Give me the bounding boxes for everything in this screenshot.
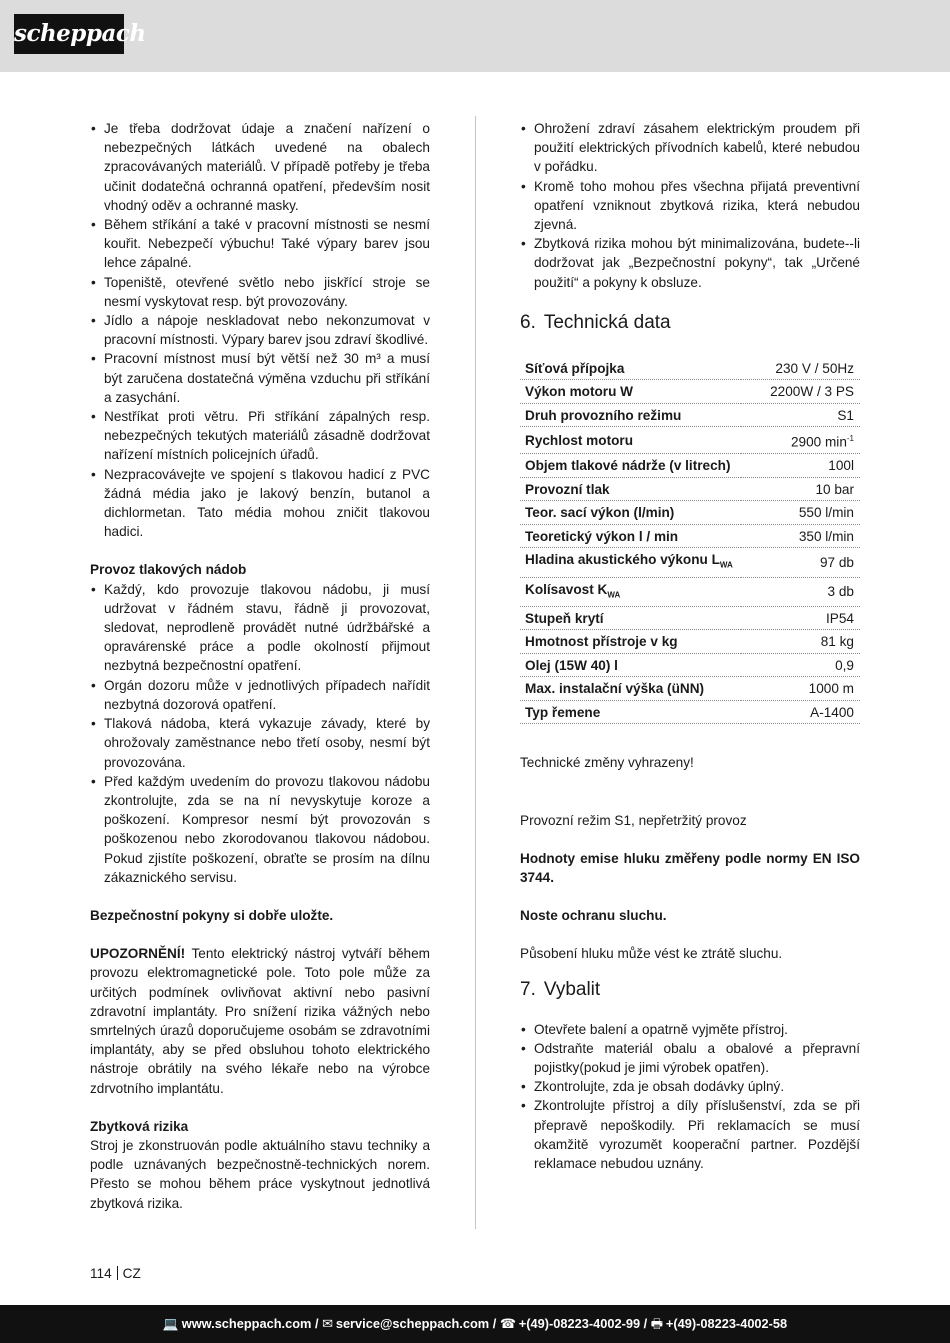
scheppach-logo: scheppach <box>14 14 124 54</box>
spec-value: 10 bar <box>741 477 860 501</box>
right-column <box>520 119 860 1173</box>
residual-risks-heading: Zbytková rizika <box>90 1118 189 1134</box>
table-row <box>520 380 860 404</box>
ear-protection-note: Noste ochranu sluchu. <box>520 908 667 924</box>
spec-value: 350 l/min <box>741 524 860 548</box>
table-row <box>520 653 860 677</box>
spec-label: Olej (15W 40) l <box>520 653 741 677</box>
table-row <box>520 524 860 548</box>
table-row <box>520 577 860 606</box>
footer-website: www.scheppach.com <box>181 1316 312 1331</box>
spec-label: Provozní tlak <box>520 477 741 501</box>
spec-label: Max. instalační výška (üNN) <box>520 677 741 701</box>
table-row <box>520 403 860 427</box>
technical-data-table <box>520 357 860 724</box>
spec-value: 0,9 <box>741 653 860 677</box>
page-language: CZ <box>122 1266 141 1281</box>
warning-label: UPOZORNĚNÍ! <box>90 946 186 962</box>
pressure-vessel-heading: Provoz tlakových nádob <box>90 562 247 578</box>
keep-instructions-note: Bezpečnostní pokyny si dobře uložte. <box>90 907 334 923</box>
list-item: • Před každým uvedením do provozu tlakovou nádobu zkontrolujte, zda se na ní nevyskytuje koroze a poškození. Kompresor nesmí být provozován s poškozenou nebo zkorodovanou tlakovou nádobou. Pokud zjistíte poškození, obraťte se prosím na dílnu zákaznického servisu. <box>90 772 430 887</box>
spec-value: 1000 m <box>741 677 860 701</box>
spec-label: Teoretický výkon l / min <box>520 524 741 548</box>
spec-label: Objem tlakové nádrže (v litrech) <box>520 454 741 478</box>
spec-value: A-1400 <box>741 700 860 724</box>
warning-paragraph <box>90 944 430 1098</box>
section-6-heading: 6. Technická data <box>520 311 671 333</box>
section-7-heading: 7. Vybalit <box>520 978 601 1000</box>
unpack-list <box>520 1020 860 1174</box>
table-row <box>520 606 860 630</box>
footer-phone: +(49)-08223-4002-99 <box>518 1316 641 1331</box>
spec-label: Typ řemene <box>520 700 741 724</box>
list-item: • Otevřete balení a opatrně vyjměte přístroj. <box>520 1020 860 1039</box>
table-row <box>520 454 860 478</box>
table-row <box>520 700 860 724</box>
list-item: • Kromě toho mohou přes všechna přijatá preventivní opatření vzniknout zbytková rizika, která nebudou zjevná. <box>520 177 860 235</box>
spec-value: IP54 <box>741 606 860 630</box>
left-column <box>90 119 430 1213</box>
spec-value: 2200W / 3 PS <box>741 380 860 404</box>
table-row <box>520 630 860 654</box>
footer-fax: +(49)-08223-4002-58 <box>665 1316 788 1331</box>
list-item: • Orgán dozoru může v jednotlivých případech nařídit nezbytná dozorová opatření. <box>90 676 430 714</box>
spec-value: 550 l/min <box>741 501 860 525</box>
residual-risks-text: Stroj je zkonstruován podle aktuálního stavu techniky a podle uznávaných bezpečnostně-technických norem. Přesto se mohou během práce vyskytnout jednotlivá zbytková rizika. <box>90 1137 430 1211</box>
list-item: • Pracovní místnost musí být větší než 30 m³ a musí být zaručena dostatečná výměna vzduchu při stříkání a zasychání. <box>90 349 430 407</box>
table-row <box>520 427 860 454</box>
spec-label: Hmotnost přístroje v kg <box>520 630 741 654</box>
spec-label: Druh provozního režimu <box>520 403 741 427</box>
spec-label: Kolísavost $K_{WA}$ <box>520 577 741 606</box>
spec-value: 3 db <box>741 577 860 606</box>
page-header <box>0 0 950 72</box>
footer-email: service@scheppach.com <box>335 1316 490 1331</box>
list-item: • Je třeba dodržovat údaje a značení nařízení o nebezpečných látkách uvedené na obalech zpracovávaných materiálů. V případě potřeby je třeba učinit dodatečná ochranná opatření, především nosit vhodný oděv a ochranné masky. <box>90 119 430 215</box>
list-item: • Zkontrolujte přístroj a díly příslušenství, zda se při přepravě nepoškodily. Při reklamacích se musí okamžitě vyrozumět kooperační partner. Pozdější reklamace nebudou uznány. <box>520 1096 860 1173</box>
spec-value: 81 kg <box>741 630 860 654</box>
list-item: • Zbytková rizika mohou být minimalizována, budete--li dodržovat jak „Bezpečnostní pokyny“, tak „Určené použití“ a pokyny k obsluze. <box>520 234 860 292</box>
residual-risk-list <box>520 119 860 292</box>
phone-icon: ☎ <box>499 1316 516 1331</box>
spec-label: Rychlost motoru <box>520 427 741 454</box>
spec-label: Teor. sací výkon (l/min) <box>520 501 741 525</box>
table-row <box>520 501 860 525</box>
list-item: • Každý, kdo provozuje tlakovou nádobu, ji musí udržovat v řádném stavu, řádně ji provozovat, sledovat, neprodleně provádět nutné údržbářské a opravárenské práce a podle okolností přijmout nezbytná bezpečnostní opatření. <box>90 580 430 676</box>
spec-value: 2900 $\min^{-1}$ <box>741 427 860 454</box>
column-divider <box>475 116 476 1229</box>
list-item: • Během stříkání a také v pracovní místnosti se nesmí kouřit. Nebezpečí výbuchu! Také výpary barev jsou lehce zápalné. <box>90 215 430 273</box>
spec-label: Síťová přípojka <box>520 357 741 380</box>
page-number-block <box>90 1266 141 1281</box>
page-footer: 💻 www.scheppach.com / ✉ service@scheppach.com / ☎ +(49)-08223-4002-99 / 🖶 +(49)-08223-4002-58 <box>0 1305 950 1343</box>
spec-label: Stupeň krytí <box>520 606 741 630</box>
envelope-icon: ✉ <box>322 1316 333 1331</box>
spec-value: 230 V / 50Hz <box>741 357 860 380</box>
list-item: • Nezpracovávejte ve spojení s tlakovou hadicí z PVC žádná média jako je lakový benzín, butanol a dichlormetan. Tato média mohou zničit tlakovou hadici. <box>90 465 430 542</box>
noise-values-note: Hodnoty emise hluku změřeny podle normy EN ISO 3744. <box>520 850 860 885</box>
spec-value: 100l <box>741 454 860 478</box>
table-row <box>520 357 860 380</box>
table-row <box>520 477 860 501</box>
noise-effect-note: Působení hluku může vést ke ztrátě sluchu. <box>520 946 783 962</box>
list-item: • Zkontrolujte, zda je obsah dodávky úplný. <box>520 1077 860 1096</box>
list-item: • Topeniště, otevřené světlo nebo jiskřící stroje se nesmí vyskytovat resp. být provozovány. <box>90 273 430 311</box>
list-item: • Nestříkat proti větru. Při stříkání zápalných resp. nebezpečných tekutých materiálů zásadně dodržovat nařízení místních policejních úřadů. <box>90 407 430 465</box>
page-number: 114 <box>90 1266 112 1281</box>
spec-label: Hladina akustického výkonu $L_{WA}$ <box>520 548 741 577</box>
warning-text: Tento elektrický nástroj vytváří během provozu elektromagnetické pole. Toto pole může za určitých podmínek ovlivňovat aktivní nebo pasivní zdravotní implantáty. Pro snížení rizika vážných nebo smrtelných úrazů doporučujeme osobám se zdravotními implantáty, aby se před obsluhou tohoto elektrického nástroje obrátily na svého lékaře nebo na výrobce zdrvotního implantátu. <box>90 946 430 1096</box>
spec-value: S1 <box>741 403 860 427</box>
computer-icon: 💻 <box>162 1316 179 1331</box>
operation-mode-note: Provozní režim S1, nepřetržitý provoz <box>520 812 747 828</box>
table-row <box>520 548 860 577</box>
spec-label: Výkon motoru W <box>520 380 741 404</box>
table-row <box>520 677 860 701</box>
pressure-vessel-list <box>90 580 430 887</box>
list-item: • Ohrožení zdraví zásahem elektrickým proudem při použití elektrických přívodních kabelů, které nebudou v pořádku. <box>520 119 860 177</box>
safety-bullet-list <box>90 119 430 541</box>
spec-value: 97 db <box>741 548 860 577</box>
list-item: • Tlaková nádoba, která vykazuje závady, které by ohrožovaly zaměstnance nebo třetí osoby, nesmí být provozována. <box>90 714 430 772</box>
list-item: • Odstraňte materiál obalu a obalové a přepravní pojistky(pokud je jimi výrobek opatřen). <box>520 1039 860 1077</box>
list-item: • Jídlo a nápoje neskladovat nebo nekonzumovat v pracovní místnosti. Výpary barev jsou zdraví škodlivé. <box>90 311 430 349</box>
fax-icon: 🖶 <box>650 1316 663 1331</box>
technical-changes-note: Technické změny vyhrazeny! <box>520 755 694 771</box>
